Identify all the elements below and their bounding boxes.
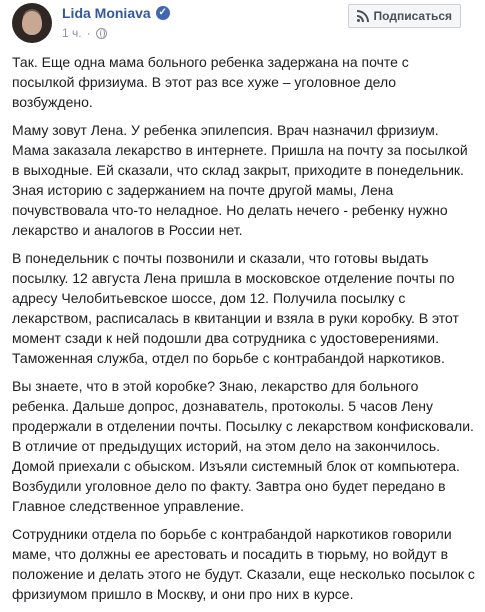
post-paragraph: Маму зовут Лена. У ребенка эпилепсия. Врач назначил фризиум. Мама заказала лекарство в интернете. Пришла на почту за посылкой в выходные. Ей сказали, что склад закрыт, приходите в понедельник. Зная историю с задержанием на почте другой мамы, Лена почувствовала что-то неладное. Но делать нечего - ребенку нужно лекарство и аналогов в России нет. xyxy=(12,122,468,238)
post-paragraph: В понедельник с почты позвонили и сказали, что готовы выдать посылку. 12 августа Лена пришла в московское отделение почты по адресу Челобитьевское шоссе, дом 12. Получила посылку с лекарством, расписалась в квитанции и взяла в руки коробку. В этот момент сзади к ней подошли два сотрудника с удостоверениями. Таможенная служба, отдел по борьбе с контрабандой наркотиков. xyxy=(12,250,459,366)
post-paragraph: Вы знаете, что в этой коробке? Знаю, лекарство для больного ребенка. Дальше допрос, дознаватель, протоколы. 5 часов Лену продержали в отделении почты. Посылку с лекарством конфисковали. В отличие от предыдущих историй, на этом дело на закончилось. Домой приехали с обыском. Изъяли системный блок от компьютера. Возбудили уголовное дело по факту. Завтра оно будет передано в Главное следственное управление. xyxy=(12,378,474,514)
author-name[interactable]: Lida Moniava xyxy=(62,5,151,21)
post-paragraph: Так. Еще одна мама больного ребенка задержана на почте с посылкой фризиума. В этот раз все хуже – уголовное дело возбуждено. xyxy=(12,54,409,110)
verified-badge-icon: ✓ xyxy=(156,6,170,20)
post-time[interactable]: 1 ч. xyxy=(62,26,82,40)
rss-icon xyxy=(357,10,369,22)
post-header xyxy=(12,0,473,48)
globe-icon[interactable] xyxy=(96,28,107,39)
subscribe-label: Подписаться xyxy=(373,9,452,23)
post-text xyxy=(12,52,475,612)
post-meta xyxy=(62,26,107,40)
meta-separator: · xyxy=(86,26,91,40)
author-row xyxy=(62,5,170,21)
subscribe-button[interactable] xyxy=(348,4,461,28)
avatar[interactable] xyxy=(12,3,52,43)
post-paragraph: Сотрудники отдела по борьбе с контрабандой наркотиков говорили маме, что должны ее арестовать и посадить в тюрьму, но войдут в положение и делать этого не будут. Сказали, еще несколько посылок с фризиумом пришло в Москву, и они про них в курсе. xyxy=(12,526,475,602)
